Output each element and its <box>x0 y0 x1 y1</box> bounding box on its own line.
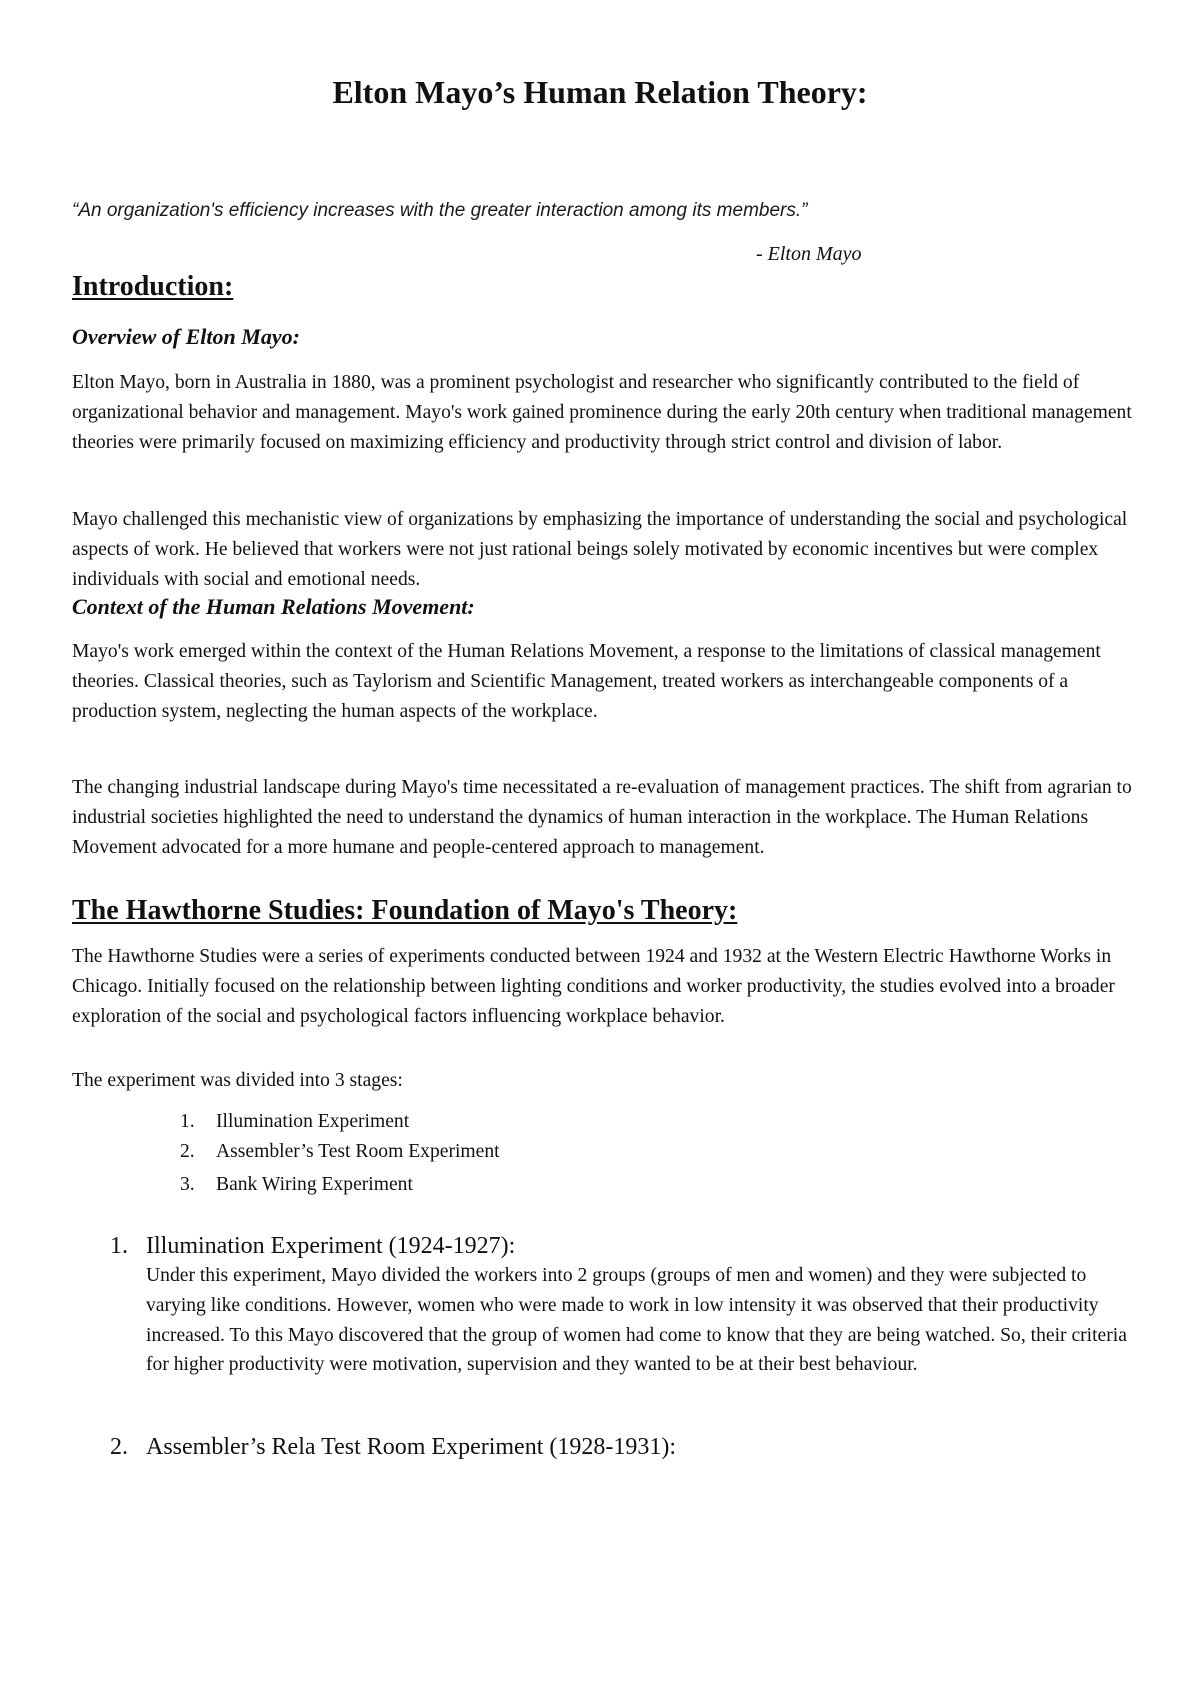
document-title: Elton Mayo’s Human Relation Theory: <box>332 74 868 110</box>
stage-number: 2. <box>180 1141 195 1162</box>
overview-heading: Overview of Elton Mayo: <box>72 324 300 349</box>
section-title-text: Illumination Experiment (1924-1927): <box>146 1233 516 1259</box>
introduction-heading: Introduction: <box>72 271 234 302</box>
hawthorne-paragraph-2: The experiment was divided into 3 stages: <box>72 1070 403 1091</box>
experiment-section-title <box>110 1432 1140 1462</box>
stage-label: Assembler’s Test Room Experiment <box>216 1141 500 1162</box>
hawthorne-heading: The Hawthorne Studies: Foundation of Mayo's Theory: <box>72 895 738 926</box>
section-number: 1. <box>110 1233 128 1259</box>
stage-label: Bank Wiring Experiment <box>216 1174 413 1195</box>
context-paragraph-2: The changing industrial landscape during Mayo's time necessitated a re-evaluation of management practices. The shift from agrarian to industrial societies highlighted the need to understand the dynamics of human interaction in the workplace. The Human Relations Movement advocated for a more humane and people-centered approach to management. <box>72 777 1132 858</box>
stage-number: 1. <box>180 1111 195 1132</box>
stage-list-item <box>180 1107 409 1137</box>
context-paragraph-1: Mayo's work emerged within the context of the Human Relations Movement, a response to the limitations of classical management theories. Classical theories, such as Taylorism and Scientific Management, treated workers as interchangeable components of a production system, neglecting the human aspects of the workplace. <box>72 641 1101 722</box>
section-title-text: Assembler’s Rela Test Room Experiment (1928-1931): <box>146 1434 677 1460</box>
stage-list-item <box>180 1137 500 1167</box>
stage-list-item <box>180 1170 413 1200</box>
overview-paragraph-1: Elton Mayo, born in Australia in 1880, was a prominent psychologist and researcher who significantly contributed to the field of organizational behavior and management. Mayo's work gained prominence during the early 20th century when traditional management theories were primarily focused on maximizing efficiency and productivity through strict control and division of labor. <box>72 372 1132 453</box>
experiment-section <box>110 1231 1140 1380</box>
stage-label: Illumination Experiment <box>216 1111 410 1132</box>
experiment-section-title <box>110 1231 1140 1261</box>
opening-quote: “An organization's efficiency increases with the greater interaction among its members.” <box>72 200 808 221</box>
overview-paragraph-2: Mayo challenged this mechanistic view of organizations by emphasizing the importance of understanding the social and psychological aspects of work. He believed that workers were not just rational beings solely motivated by economic incentives but were complex individuals with social and emotional needs. <box>72 509 1128 590</box>
section-number: 2. <box>110 1434 128 1460</box>
context-heading: Context of the Human Relations Movement: <box>72 594 475 619</box>
experiment-section-body: Under this experiment, Mayo divided the workers into 2 groups (groups of men and women) and they were subjected to varying like conditions. However, women who were made to work in low intensity it was observed that their productivity increased. To this Mayo discovered that the group of women had come to know that they are being watched. So, their criteria for higher productivity were motivation, supervision and they wanted to be at their best behaviour. <box>146 1265 1127 1376</box>
experiment-section <box>110 1432 1140 1462</box>
stage-number: 3. <box>180 1174 195 1195</box>
quote-attribution: - Elton Mayo <box>756 243 862 265</box>
hawthorne-paragraph-1: The Hawthorne Studies were a series of experiments conducted between 1924 and 1932 at the Western Electric Hawthorne Works in Chicago. Initially focused on the relationship between lighting conditions and worker productivity, the studies evolved into a broader exploration of the social and psychological factors influencing workplace behavior. <box>72 946 1115 1027</box>
